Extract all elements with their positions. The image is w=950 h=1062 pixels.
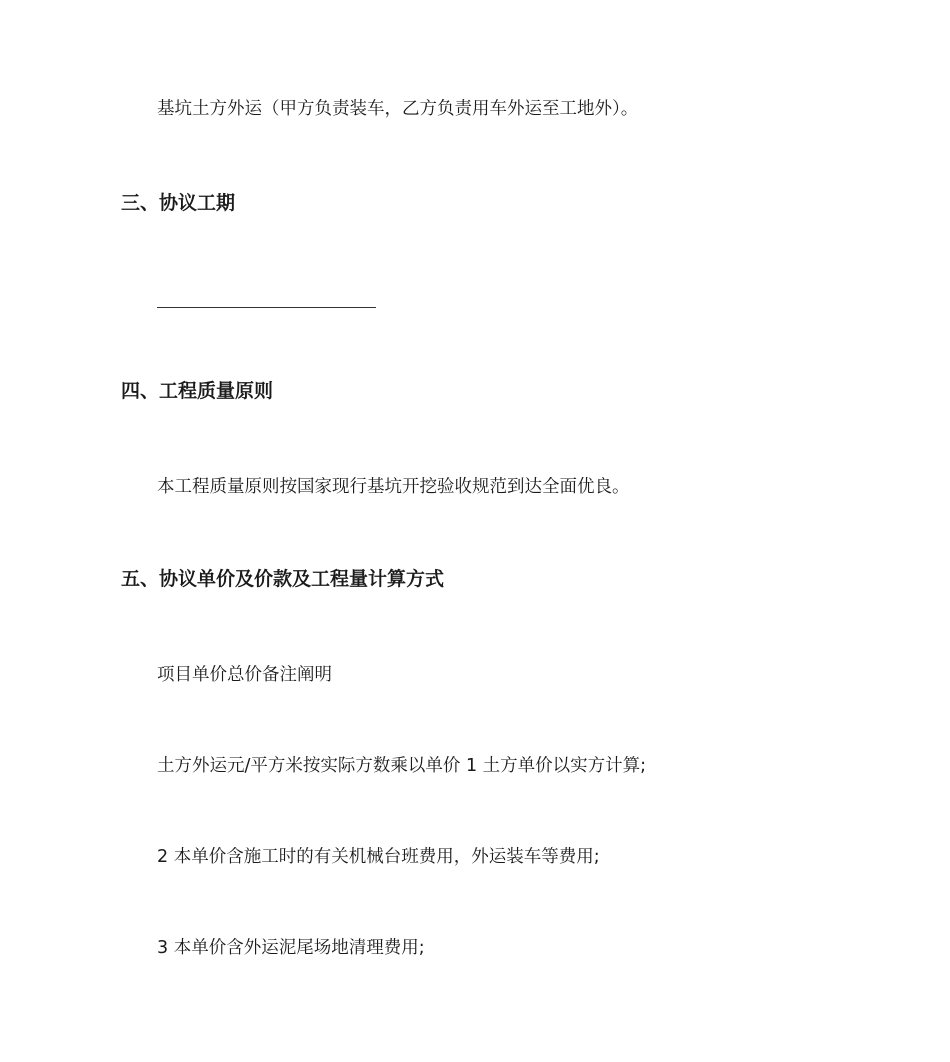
section5-heading: 五、协议单价及价款及工程量计算方式 xyxy=(121,568,445,590)
scope-text: 基坑土方外运（甲方负责装车，乙方负责用车外运至工地外）。 xyxy=(157,99,639,119)
price-note-3: 3 本单价含外运泥尾场地清理费用; xyxy=(157,938,425,958)
construction-period-blank xyxy=(157,307,376,308)
price-table-header: 项目单价总价备注阐明 xyxy=(157,665,332,685)
quality-principle-text: 本工程质量原则按国家现行基坑开挖验收规范到达全面优良。 xyxy=(157,477,630,497)
price-note-2: 2 本单价含施工时的有关机械台班费用，外运装车等费用; xyxy=(157,847,600,867)
section3-heading: 三、协议工期 xyxy=(121,192,236,214)
price-row-earth-transport: 土方外运元/平方米按实际方数乘以单价 1 土方单价以实方计算; xyxy=(157,756,647,776)
section4-heading: 四、工程质量原则 xyxy=(121,380,274,402)
